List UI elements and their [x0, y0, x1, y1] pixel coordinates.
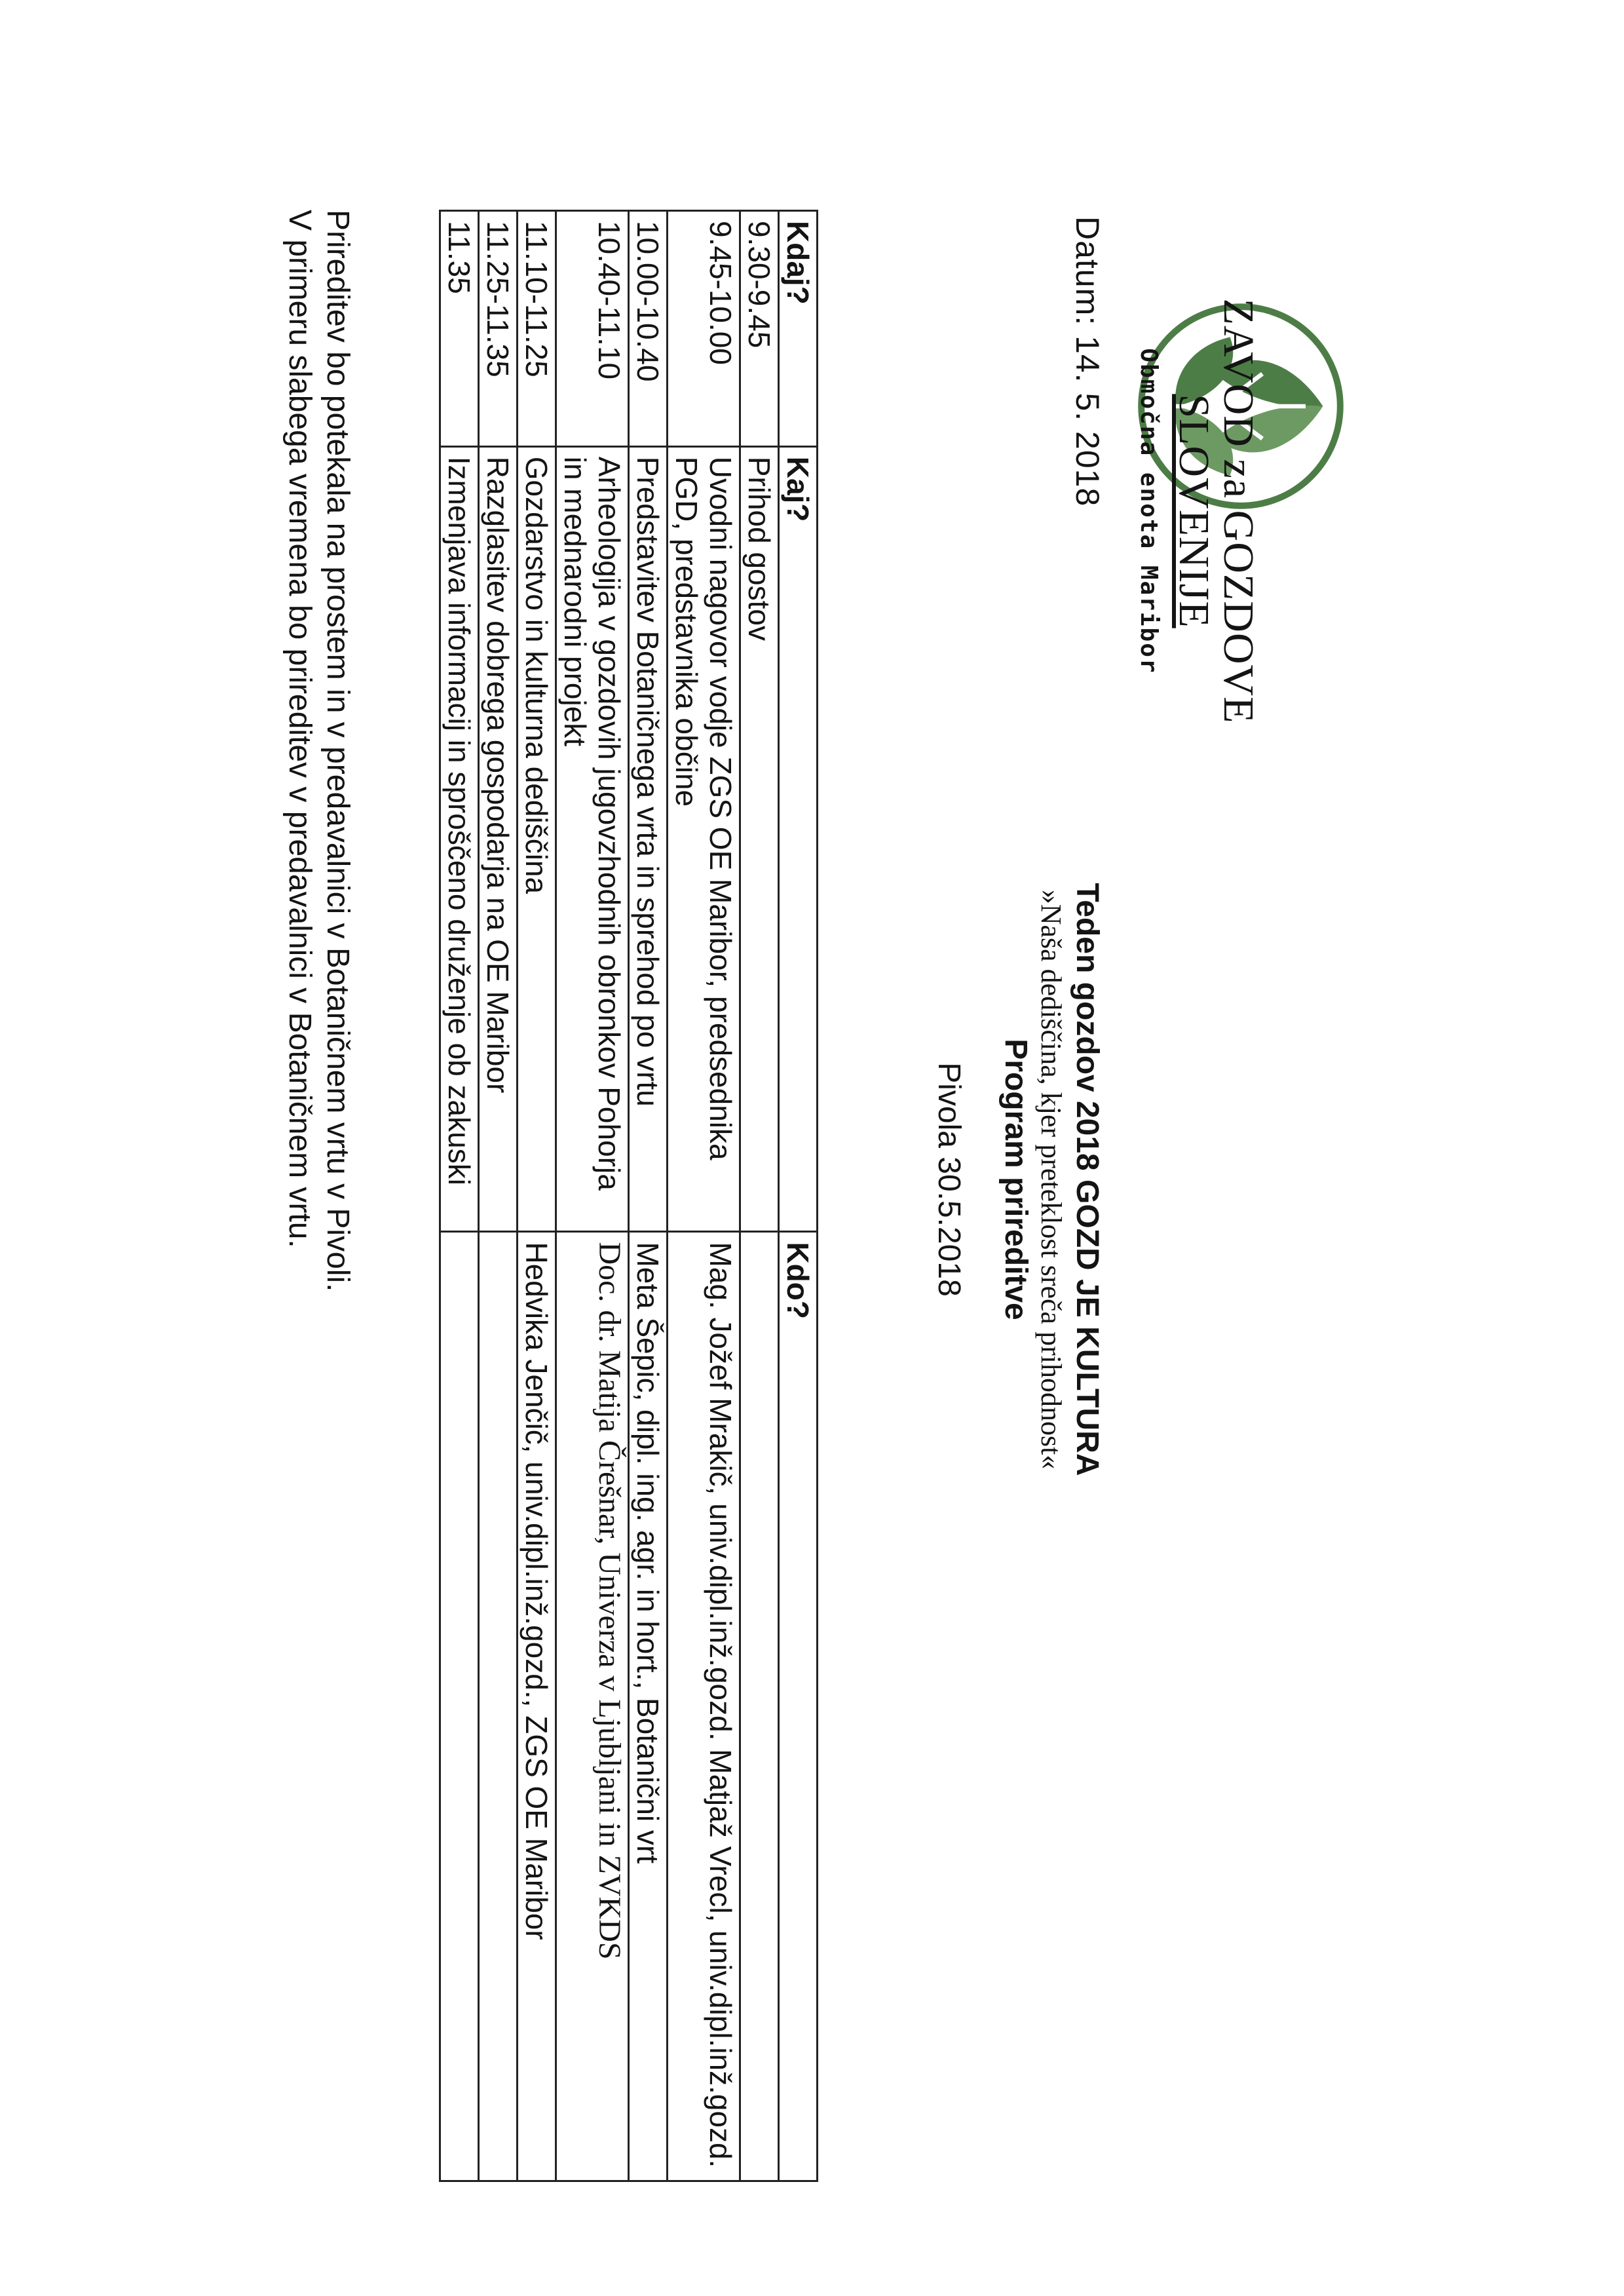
table-row [668, 211, 740, 2181]
cell-what: Arheologija v gozdovih jugovzhodnih obronkov Pohorja in mednarodni projekt [556, 446, 629, 1232]
cell-who: Mag. Jožef Mrakič, univ.dipl.inž.gozd. Matjaž Vrecl, univ.dipl.inž.gozd. [668, 1232, 740, 2181]
cell-when: 10.00-10.40 [629, 211, 668, 447]
cell-when: 11.25-11.35 [479, 211, 518, 447]
cell-when: 10.40-11.10 [556, 211, 629, 447]
cell-what: Gozdarstvo in kulturna dediščina [518, 446, 556, 1232]
header-what: Kaj? [779, 446, 818, 1232]
cell-what: Izmenjava informacij in sproščeno druženje ob zakuski [440, 446, 479, 1232]
table-row [479, 211, 518, 2181]
org-line2: SLOVENIJE [1170, 394, 1218, 628]
event-subtitle: »Naša dediščina, kjer preteklost sreča prihodnost« [1035, 889, 1067, 1470]
cell-when: 9.30-9.45 [740, 211, 779, 447]
cell-when: 11.10-11.25 [518, 211, 556, 447]
header-who: Kdo? [779, 1232, 818, 2181]
cell-what: Prihod gostov [740, 446, 779, 1232]
table-row [440, 211, 479, 2181]
table-row [518, 211, 556, 2181]
cell-when: 11.35 [440, 211, 479, 447]
cell-what: Uvodni nagovor vodje ZGS OE Maribor, predsednika PGD, predstavnika občine [668, 446, 740, 1232]
program-heading: Program prireditve [998, 1039, 1033, 1320]
cell-when: 9.45-10.00 [668, 211, 740, 447]
table-header-row [779, 211, 818, 2181]
cell-who [479, 1232, 518, 2181]
title-block [930, 754, 1106, 1605]
table-row [629, 211, 668, 2181]
table-row [556, 211, 629, 2181]
cell-who [440, 1232, 479, 2181]
note-line-2: V primeru slabega vremena bo prireditev v predavalnici v Botaničnem vrtu. [282, 210, 317, 1248]
table-row [740, 211, 779, 2181]
event-place-date: Pivola 30.5.2018 [932, 1062, 966, 1297]
cell-who: Hedvika Jenčič, univ.dipl.inž.gozd., ZGS OE Maribor [518, 1232, 556, 2181]
cell-who: Doc. dr. Matija Črešnar, Univerza v Ljubljani in ZVKDS [556, 1232, 629, 2181]
event-title: Teden gozdov 2018 GOZD JE KULTURA [1070, 883, 1105, 1476]
org-line1: ZAVOD za GOZDOVE [1215, 298, 1262, 724]
cell-who: Meta Šepic, dipl. ing. agr. in hort., Botanični vrt [629, 1232, 668, 2181]
event-notes [280, 210, 356, 1292]
document-date: Datum: 14. 5. 2018 [1069, 216, 1106, 507]
header-when: Kdaj? [779, 211, 818, 447]
org-unit: Območna enota Maribor [1135, 348, 1162, 674]
cell-what: Razglasitev dobrega gospodarja na OE Maribor [479, 446, 518, 1232]
program-table [439, 210, 818, 2182]
organization-name [1171, 216, 1260, 806]
cell-who [740, 1232, 779, 2181]
cell-what: Predstavitev Botaničnega vrta in sprehod po vrtu [629, 446, 668, 1232]
note-line-1: Prireditev bo potekala na prostem in v predavalnici v Botaničnem vrtu v Pivoli. [320, 210, 355, 1292]
